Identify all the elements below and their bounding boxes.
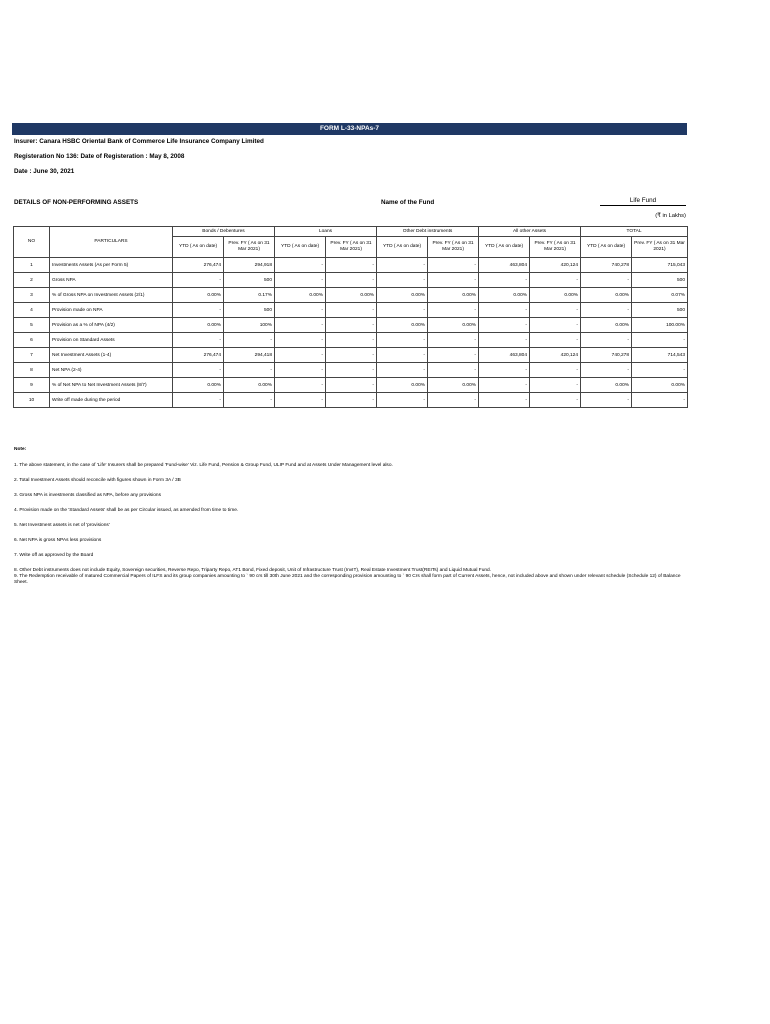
table-row <box>14 363 688 378</box>
row-number: 3 <box>14 288 50 303</box>
value-cell: 0.00% <box>530 288 581 303</box>
value-cell: - <box>275 258 326 273</box>
value-cell: - <box>479 303 530 318</box>
value-cell: - <box>530 273 581 288</box>
value-cell: 420,124 <box>530 348 581 363</box>
value-cell: 715,043 <box>632 258 688 273</box>
table-row <box>14 303 688 318</box>
npa-table <box>13 226 688 408</box>
value-cell: - <box>275 348 326 363</box>
row-particular: Investments Assets (As per Form 5) <box>50 258 173 273</box>
value-cell: 0.00% <box>224 378 275 393</box>
value-cell: - <box>326 378 377 393</box>
value-cell: 100% <box>224 318 275 333</box>
row-particular: Gross NPA <box>50 273 173 288</box>
value-cell: - <box>224 333 275 348</box>
row-number: 1 <box>14 258 50 273</box>
value-cell: - <box>326 303 377 318</box>
value-cell: 500 <box>632 273 688 288</box>
note-item: 3. Gross NPA is investments classified as NPA, before any provisions <box>14 493 161 498</box>
value-cell: - <box>581 303 632 318</box>
value-cell: - <box>275 363 326 378</box>
value-cell: 500 <box>632 303 688 318</box>
value-cell: 294,918 <box>224 258 275 273</box>
value-cell: - <box>479 273 530 288</box>
prev-fy-header: Prev. FY ( As on 31 Mar 2021) <box>326 237 377 258</box>
value-cell: - <box>377 363 428 378</box>
value-cell: - <box>326 318 377 333</box>
value-cell: - <box>326 333 377 348</box>
value-cell: - <box>377 273 428 288</box>
value-cell: 0.00% <box>377 378 428 393</box>
value-cell: - <box>479 333 530 348</box>
value-cell: - <box>326 273 377 288</box>
value-cell: - <box>530 303 581 318</box>
value-cell: - <box>377 393 428 408</box>
value-cell: - <box>530 318 581 333</box>
value-cell: 463,804 <box>479 258 530 273</box>
value-cell: 500 <box>224 273 275 288</box>
group-header: Loans <box>275 227 377 237</box>
value-cell: 714,543 <box>632 348 688 363</box>
value-cell: - <box>326 258 377 273</box>
fund-label: Name of the Fund <box>381 199 435 206</box>
value-cell: 0.00% <box>428 288 479 303</box>
row-particular: Provision on Standard Assets <box>50 333 173 348</box>
note-item: 7. Write off as approved by the Board <box>14 553 94 558</box>
value-cell: - <box>377 348 428 363</box>
value-cell: - <box>428 333 479 348</box>
value-cell: - <box>479 363 530 378</box>
value-cell: - <box>275 333 326 348</box>
value-cell: - <box>428 258 479 273</box>
prev-fy-header: Prev. FY ( As on 31 Mar 2021) <box>428 237 479 258</box>
value-cell: - <box>479 378 530 393</box>
value-cell: 0.00% <box>428 378 479 393</box>
row-particular: % of Net NPA to Net Investment Assets (8/7) <box>50 378 173 393</box>
note-item: 5. Net Investment assets is net of 'provisions' <box>14 523 110 528</box>
group-header: Bonds / Debentures <box>173 227 275 237</box>
note-item: 9. The Redemption receivable of matured Commercial Papers of ILFS and its group companies amounting to ` 90 crs till 30th June 2021 and the corresponding provision amounting to ` 90 Crs shall form part of Current Assets, hence, not included above and shown under relevant schedule (Schedule 12) of Balance Sheet. <box>14 574 681 585</box>
notes-title: Note: <box>14 447 27 452</box>
row-number: 4 <box>14 303 50 318</box>
insurer-name: Insurer: Canara HSBC Oriental Bank of Commerce Life Insurance Company Limited <box>14 138 264 145</box>
prev-fy-header: Prev. FY ( As on 31 Mar 2021) <box>632 237 688 258</box>
table-row <box>14 393 688 408</box>
row-particular: Net Investment Assets (1-4) <box>50 348 173 363</box>
particulars-header: PARTICULARS <box>50 227 173 258</box>
section-title: DETAILS OF NON-PERFORMING ASSETS <box>14 199 139 206</box>
value-cell: 0.00% <box>326 288 377 303</box>
row-number: 7 <box>14 348 50 363</box>
value-cell: 276,474 <box>173 348 224 363</box>
row-number: 10 <box>14 393 50 408</box>
value-cell: - <box>224 363 275 378</box>
no-header: NO <box>14 227 50 258</box>
row-particular: Net NPA (2-4) <box>50 363 173 378</box>
value-cell: - <box>173 303 224 318</box>
value-cell: 294,418 <box>224 348 275 363</box>
value-cell: - <box>581 273 632 288</box>
value-cell: - <box>530 378 581 393</box>
value-cell: 0.00% <box>173 378 224 393</box>
value-cell: - <box>275 273 326 288</box>
value-cell: - <box>428 393 479 408</box>
value-cell: 463,804 <box>479 348 530 363</box>
table-row <box>14 288 688 303</box>
value-cell: - <box>173 273 224 288</box>
notes-section <box>14 447 684 595</box>
row-particular: % of Gross NPA on Investment Assets (2/1) <box>50 288 173 303</box>
value-cell: 0.00% <box>581 378 632 393</box>
value-cell: - <box>479 318 530 333</box>
value-cell: - <box>632 333 688 348</box>
prev-fy-header: Prev. FY ( As on 31 Mar 2021) <box>224 237 275 258</box>
group-header: All other Assets <box>479 227 581 237</box>
value-cell: 0.07% <box>632 288 688 303</box>
value-cell: 0.17% <box>224 288 275 303</box>
ytd-header: YTD ( As on date) <box>173 237 224 258</box>
value-cell: - <box>173 363 224 378</box>
group-header: Other Debt instruments <box>377 227 479 237</box>
row-particular: Provision made on NPA <box>50 303 173 318</box>
row-number: 8 <box>14 363 50 378</box>
form-title: FORM L-33-NPAs-7 <box>12 123 687 135</box>
value-cell: 276,474 <box>173 258 224 273</box>
value-cell: - <box>326 363 377 378</box>
value-cell: - <box>275 393 326 408</box>
value-cell: - <box>326 393 377 408</box>
group-header: TOTAL <box>581 227 688 237</box>
value-cell: - <box>428 363 479 378</box>
unit-label: (₹ in Lakhs) <box>655 213 686 219</box>
value-cell: 420,124 <box>530 258 581 273</box>
value-cell: 740,278 <box>581 258 632 273</box>
value-cell: 100.00% <box>632 318 688 333</box>
value-cell: - <box>428 348 479 363</box>
value-cell: - <box>632 393 688 408</box>
npa-table-body <box>14 258 688 408</box>
row-particular: Write off made during the period <box>50 393 173 408</box>
value-cell: - <box>275 318 326 333</box>
note-item: 4. Provision made on the 'Standard Assets' shall be as per Circular issued, as amended from time to time. <box>14 508 239 513</box>
value-cell: - <box>173 393 224 408</box>
value-cell: - <box>530 333 581 348</box>
value-cell: 0.00% <box>479 288 530 303</box>
value-cell: 0.00% <box>581 288 632 303</box>
table-row <box>14 333 688 348</box>
table-row <box>14 348 688 363</box>
value-cell: - <box>377 303 428 318</box>
note-item: 6. Net NPA is gross NPAs less provisions <box>14 538 102 543</box>
table-row <box>14 258 688 273</box>
value-cell: 0.00% <box>632 378 688 393</box>
table-row <box>14 378 688 393</box>
value-cell: - <box>173 333 224 348</box>
value-cell: - <box>479 393 530 408</box>
note-item: 2. Total Investment Assets should reconcile with figures shown in Form 3A / 3B <box>14 478 181 483</box>
note-item: 1. The above statement, in the case of 'Life' Insurers shall be prepared 'Fund-wise' Viz. Life Fund, Pension & Group Fund, ULIP Fund and at Assets Under Management level also. <box>14 463 393 468</box>
value-cell: - <box>428 273 479 288</box>
registration-info: Registeration No 136: Date of Registeration : May 8, 2008 <box>14 153 185 160</box>
fund-value: Life Fund <box>600 197 686 206</box>
value-cell: 0.00% <box>428 318 479 333</box>
row-number: 9 <box>14 378 50 393</box>
value-cell: - <box>581 393 632 408</box>
ytd-header: YTD ( As on date) <box>479 237 530 258</box>
ytd-header: YTD ( As on date) <box>581 237 632 258</box>
value-cell: - <box>581 363 632 378</box>
value-cell: - <box>275 303 326 318</box>
value-cell: 0.00% <box>377 318 428 333</box>
row-number: 5 <box>14 318 50 333</box>
table-row <box>14 273 688 288</box>
value-cell: 0.00% <box>173 318 224 333</box>
report-date: Date : June 30, 2021 <box>14 168 75 175</box>
value-cell: - <box>377 258 428 273</box>
value-cell: - <box>326 348 377 363</box>
value-cell: - <box>428 303 479 318</box>
row-number: 6 <box>14 333 50 348</box>
ytd-header: YTD ( As on date) <box>275 237 326 258</box>
note-item: 8. Other Debt instruments does not include Equity, Sovereign securities, Reverse Repo, Triparty Repo, AT1 Bond, Fixed deposit, Unit of Infrastructure Trust (InvIT), Real Estate Investment Trust(REITs) and Liquid Mutual Fund. <box>14 568 492 573</box>
prev-fy-header: Prev. FY ( As on 31 Mar 2021) <box>530 237 581 258</box>
group-header-row <box>14 227 688 237</box>
value-cell: 0.00% <box>581 318 632 333</box>
value-cell: 0.00% <box>173 288 224 303</box>
value-cell: 500 <box>224 303 275 318</box>
value-cell: - <box>530 393 581 408</box>
value-cell: - <box>530 363 581 378</box>
value-cell: 0.00% <box>275 288 326 303</box>
row-number: 2 <box>14 273 50 288</box>
value-cell: 0.00% <box>377 288 428 303</box>
row-particular: Provision as a % of NPA (4/2) <box>50 318 173 333</box>
value-cell: - <box>632 363 688 378</box>
value-cell: - <box>581 333 632 348</box>
ytd-header: YTD ( As on date) <box>377 237 428 258</box>
value-cell: - <box>275 378 326 393</box>
table-row <box>14 318 688 333</box>
value-cell: - <box>224 393 275 408</box>
value-cell: 740,278 <box>581 348 632 363</box>
value-cell: - <box>377 333 428 348</box>
